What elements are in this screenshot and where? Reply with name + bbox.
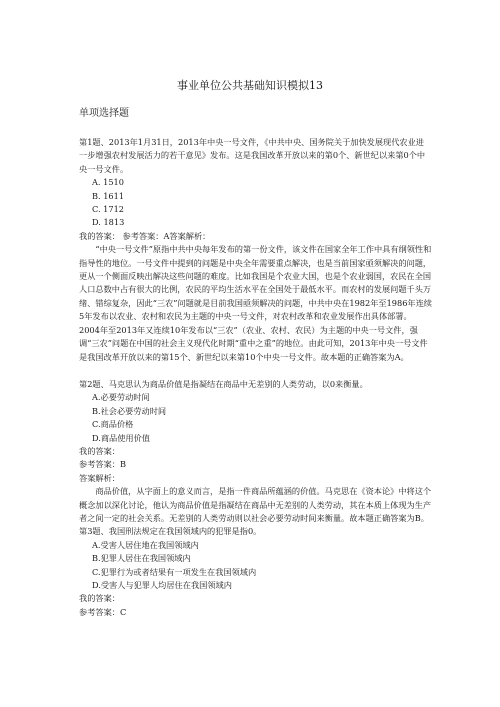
question-2-reference-answer: 参考答案：B xyxy=(79,459,126,470)
question-1-option-d: D. 1813 xyxy=(92,217,125,228)
question-1-option-b: B. 1611 xyxy=(92,190,125,201)
question-3-option-b: B.犯罪人居住在我国领域内 xyxy=(92,553,191,564)
page-title: 事业单位公共基础知识模拟13 xyxy=(177,79,323,92)
question-1-option-c: C. 1712 xyxy=(92,204,125,215)
question-1-option-a: A. 1510 xyxy=(92,177,124,188)
question-3 xyxy=(79,525,432,619)
question-2 xyxy=(79,378,432,525)
question-list xyxy=(79,136,432,619)
question-3-my-answer: 我的答案： xyxy=(79,593,120,604)
spacer xyxy=(79,364,432,378)
question-2-option-c: C.商品价格 xyxy=(92,419,134,430)
question-2-analysis-label: 答案解析： xyxy=(79,472,120,483)
question-3-stem: 第3题、我国刑法规定在我国领域内的犯罪是指0。 xyxy=(79,526,262,537)
question-2-analysis: 商品价值，从字面上的意义而言，是指一件商品所蕴涵的价值。马克思在《资本论》中将这个概念加以深化讨论，他认为商品价值是指凝结在商品中无差别的人类劳动，其在本质上体现为生产者之间一定的社会关系。无差别的人类劳动则以社会必要劳动时间来衡量。故本题正确答案为B。 xyxy=(79,486,432,523)
question-2-option-d: D.商品使用价值 xyxy=(92,432,150,443)
question-1-analysis: “中央一号文件”原指中共中央每年发布的第一份文件，该文件在国家全年工作中具有纲领性和指导性的地位。一号文件中提到的问题是中央全年需要重点解决，也是当前国家亟须解决的问题，更从一个侧面反映出解决这些问题的难度。比如我国是个农业大国，也是个农业弱国，农民在全国人口总数中占有很大的比例，农民的平均生活水平在全国处于最低水平。而农村的发展问题千头万绪、错综复杂，因此“三农”问题就是目前我国亟须解决的问题，中共中央在1982年至1986年连续5年发布以农业、农村和农民为主题的中央一号文件，对农村改革和农业发展作出具体部署。2004年至2013年又连续10年发布以“三农”（农业、农村、农民）为主题的中央一号文件，强调“三农”问题在中国的社会主义现代化时期“重中之重”的地位。由此可知，2013年中央一号文件是我国改革开放以来的第15个、新世纪以来第10个中央一号文件。故本题的正确答案为A。 xyxy=(79,244,432,362)
question-1 xyxy=(79,136,432,364)
question-3-option-a: A.受害人居住地在我国领域内 xyxy=(92,539,199,550)
section-heading: 单项选择题 xyxy=(79,108,129,119)
question-1-stem: 第1题、2013年1月31日，2013年中央一号文件，《中共中央、国务院关于加快发展现代农业进一步增强农村发展活力的若干意见》发布。这是我国改革开放以来的第0个、新世纪以来第0个中央一号文件。 xyxy=(79,137,426,174)
question-2-option-b: B.社会必要劳动时间 xyxy=(92,405,167,416)
question-1-answer-line: 我的答案： 参考答案：A答案解析： xyxy=(79,230,211,241)
question-2-option-a: A.必要劳动时间 xyxy=(92,392,150,403)
question-3-reference-answer: 参考答案：C xyxy=(79,606,127,617)
question-3-option-c: C.犯罪行为或者结果有一项发生在我国领域内 xyxy=(92,566,257,577)
question-2-stem: 第2题、马克思认为商品价值是指凝结在商品中无差别的人类劳动，以0来衡量。 xyxy=(79,378,368,389)
question-2-my-answer: 我的答案： xyxy=(79,445,120,456)
question-3-option-d: D.受害人与犯罪人均居住在我国领域内 xyxy=(92,580,232,590)
